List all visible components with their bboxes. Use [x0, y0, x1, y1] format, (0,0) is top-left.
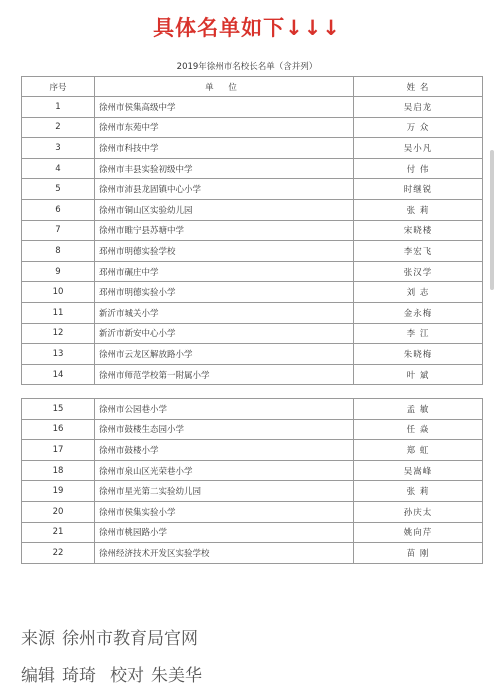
table-row [22, 364, 483, 385]
cell-name: 张 莉 [354, 481, 483, 502]
proof-label: 校对 [110, 666, 144, 686]
table-row [22, 220, 483, 241]
table-row [22, 344, 483, 365]
editor-value: 琦琦 [62, 666, 96, 686]
cell-no: 16 [22, 419, 95, 440]
cell-no: 13 [22, 344, 95, 365]
principal-table-part-1 [21, 76, 483, 385]
table-caption: 2019年徐州市名校长名单（含并列） [176, 62, 318, 72]
cell-unit: 徐州市侯集高级中学 [95, 97, 354, 118]
cell-unit: 徐州经济技术开发区实验学校 [95, 543, 354, 564]
cell-unit: 徐州市丰县实验初级中学 [95, 158, 354, 179]
table-row [22, 419, 483, 440]
cell-unit: 徐州市桃园路小学 [95, 522, 354, 543]
table-row [22, 138, 483, 159]
cell-unit: 徐州市沛县龙固镇中心小学 [95, 179, 354, 200]
cell-unit: 徐州市师范学校第一附属小学 [95, 364, 354, 385]
cell-no: 8 [22, 241, 95, 262]
cell-no: 4 [22, 158, 95, 179]
cell-unit: 邳州市碾庄中学 [95, 261, 354, 282]
cell-name: 任 焱 [354, 419, 483, 440]
editor-label: 编辑 [21, 666, 55, 686]
cell-name: 郑 虹 [354, 440, 483, 461]
cell-no: 22 [22, 543, 95, 564]
cell-no: 9 [22, 261, 95, 282]
cell-unit: 邳州市明德实验学校 [95, 241, 354, 262]
cell-unit: 徐州市侯集实验小学 [95, 501, 354, 522]
cell-unit: 徐州市公园巷小学 [95, 399, 354, 420]
cell-unit: 徐州市睢宁县苏塘中学 [95, 220, 354, 241]
cell-unit: 邳州市明德实验小学 [95, 282, 354, 303]
cell-unit: 徐州市云龙区解放路小学 [95, 344, 354, 365]
cell-no: 18 [22, 460, 95, 481]
cell-name: 宋晓楼 [354, 220, 483, 241]
cell-no: 15 [22, 399, 95, 420]
cell-unit: 新沂市新安中心小学 [95, 323, 354, 344]
headline: 具体名单如下↓↓↓ [153, 16, 341, 40]
cell-name: 刘 志 [354, 282, 483, 303]
cell-no: 21 [22, 522, 95, 543]
cell-unit: 徐州市泉山区光荣巷小学 [95, 460, 354, 481]
cell-name: 吴小凡 [354, 138, 483, 159]
table-row [22, 282, 483, 303]
cell-name: 姚向芹 [354, 522, 483, 543]
footer-source [21, 624, 198, 649]
table-row [22, 501, 483, 522]
table-row [22, 241, 483, 262]
table-row [22, 199, 483, 220]
cell-name: 金永梅 [354, 302, 483, 323]
table-row [22, 481, 483, 502]
cell-no: 14 [22, 364, 95, 385]
cell-no: 7 [22, 220, 95, 241]
cell-name: 张 莉 [354, 199, 483, 220]
table-row [22, 158, 483, 179]
cell-unit: 徐州市科技中学 [95, 138, 354, 159]
cell-name: 孙庆太 [354, 501, 483, 522]
cell-no: 19 [22, 481, 95, 502]
cell-unit: 新沂市城关小学 [95, 302, 354, 323]
cell-no: 6 [22, 199, 95, 220]
cell-no: 12 [22, 323, 95, 344]
cell-name: 叶 斌 [354, 364, 483, 385]
table-row [22, 261, 483, 282]
principal-table-part-2 [21, 398, 483, 564]
table-row [22, 97, 483, 118]
cell-unit: 徐州市鼓楼小学 [95, 440, 354, 461]
cell-unit: 徐州市星光第二实验幼儿园 [95, 481, 354, 502]
cell-name: 万 众 [354, 117, 483, 138]
table-row [22, 543, 483, 564]
table-row [22, 179, 483, 200]
cell-name: 苗 刚 [354, 543, 483, 564]
cell-no: 17 [22, 440, 95, 461]
header-no: 序号 [22, 77, 95, 97]
table-row [22, 399, 483, 420]
table-row [22, 117, 483, 138]
cell-name: 李 江 [354, 323, 483, 344]
cell-no: 10 [22, 282, 95, 303]
table-row [22, 460, 483, 481]
table-row [22, 302, 483, 323]
table-row [22, 522, 483, 543]
proof-value: 朱美华 [151, 666, 202, 686]
cell-no: 1 [22, 97, 95, 118]
cell-unit: 徐州市铜山区实验幼儿园 [95, 199, 354, 220]
cell-no: 20 [22, 501, 95, 522]
cell-name: 吴嵩峰 [354, 460, 483, 481]
cell-no: 3 [22, 138, 95, 159]
header-unit: 单 位 [95, 77, 354, 97]
cell-no: 5 [22, 179, 95, 200]
table-row [22, 440, 483, 461]
table-header-row [22, 77, 483, 97]
cell-no: 11 [22, 302, 95, 323]
cell-name: 李宏飞 [354, 241, 483, 262]
header-name: 姓 名 [354, 77, 483, 97]
table-row [22, 323, 483, 344]
cell-no: 2 [22, 117, 95, 138]
cell-name: 张汉学 [354, 261, 483, 282]
cell-name: 吴启龙 [354, 97, 483, 118]
cell-name: 时继锐 [354, 179, 483, 200]
cell-name: 朱晓梅 [354, 344, 483, 365]
cell-name: 孟 敏 [354, 399, 483, 420]
source-label: 来源 [21, 629, 55, 649]
source-value: 徐州市教育局官网 [62, 629, 198, 649]
page-scrollbar[interactable] [490, 150, 494, 290]
footer-credit [21, 661, 202, 686]
cell-unit: 徐州市鼓楼生态园小学 [95, 419, 354, 440]
cell-unit: 徐州市东苑中学 [95, 117, 354, 138]
cell-name: 付 伟 [354, 158, 483, 179]
